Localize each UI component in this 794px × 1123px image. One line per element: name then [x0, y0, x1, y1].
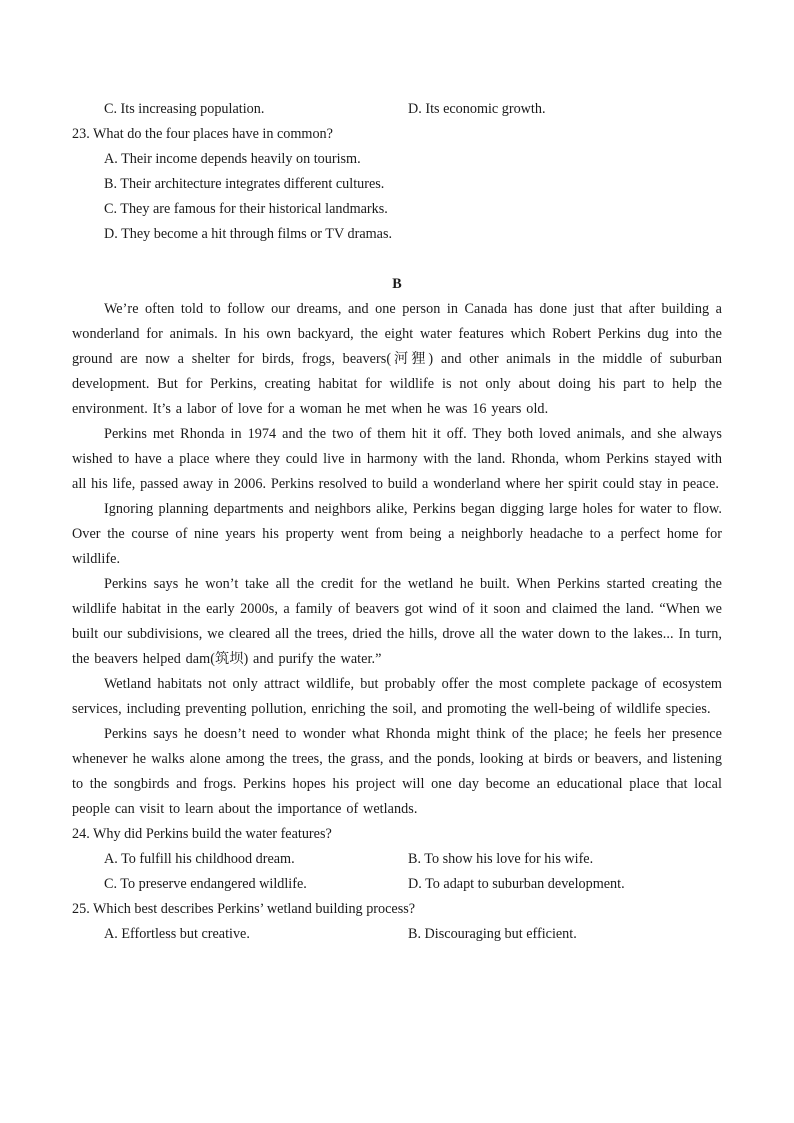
q24-options-cd — [72, 872, 722, 897]
q24-question: 24. Why did Perkins build the water features? — [72, 826, 332, 842]
q24-option-b: B. To show his love for his wife. — [408, 851, 594, 867]
passage-paragraph-1: We’re often told to follow our dreams, and one person in Canada has done just that after building a wonderland for animals. In his own backyard, the eight water features which Robert Perkins dug into the ground are now a shelter for birds, frogs, beavers(河狸) and other animals in the middle of suburban development. But for Perkins, creating habitat for wildlife is not only about doing his part to help the environment. It’s a labor of love for a woman he met when he was 16 years old. — [72, 301, 722, 417]
page-content — [72, 97, 722, 947]
q22-option-d: D. Its economic growth. — [408, 101, 546, 117]
passage-paragraph-6: Perkins says he doesn’t need to wonder what Rhonda might think of the place; he feels her presence whenever he walks alone among the trees, the grass, and the ponds, looking at birds or beavers, and listening to the songbirds and frogs. Perkins hopes his project will one day become an educational place that local people can visit to learn about the importance of wetlands. — [72, 726, 722, 817]
section-b-title: B — [392, 276, 402, 292]
passage-paragraph-4: Perkins says he won’t take all the credit for the wetland he built. When Perkins started creating the wildlife habitat in the early 2000s, a family of beavers got wind of it soon and claimed the land. “When we built our subdivisions, we cleared all the trees, dried the hills, drove all the water down to the lakes... In turn, the beavers helped dam(筑坝) and purify the water.” — [72, 576, 722, 667]
q24-option-a: A. To fulfill his childhood dream. — [104, 851, 295, 867]
q23-option-c: C. They are famous for their historical landmarks. — [104, 201, 388, 217]
q25-option-a: A. Effortless but creative. — [104, 926, 250, 942]
q23-option-a: A. Their income depends heavily on tourism. — [104, 151, 361, 167]
passage-paragraph-5: Wetland habitats not only attract wildlife, but probably offer the most complete package of ecosystem services, including preventing pollution, enriching the soil, and promoting the well-being of wildlife species. — [72, 676, 722, 717]
q22-option-c: C. Its increasing population. — [104, 101, 265, 117]
q25-options-ab — [72, 922, 722, 947]
q23-option-b: B. Their architecture integrates different cultures. — [104, 176, 385, 192]
q23-option-d: D. They become a hit through films or TV dramas. — [104, 226, 393, 242]
q22-options-cd — [72, 97, 722, 122]
q25-question: 25. Which best describes Perkins’ wetland building process? — [72, 901, 416, 917]
q23-question: 23. What do the four places have in common? — [72, 126, 333, 142]
q24-option-c: C. To preserve endangered wildlife. — [104, 876, 307, 892]
passage-paragraph-2: Perkins met Rhonda in 1974 and the two of them hit it off. They both loved animals, and she always wished to have a place where they could live in harmony with the land. Rhonda, whom Perkins stayed with all his life, passed away in 2006. Perkins resolved to build a wonderland where her spirit could stay in peace. — [72, 426, 722, 492]
q25-option-b: B. Discouraging but efficient. — [408, 926, 577, 942]
passage-paragraph-3: Ignoring planning departments and neighbors alike, Perkins began digging large holes for water to flow. Over the course of nine years his property went from being a neighborly headache to a perfect home for wildlife. — [72, 501, 722, 567]
q24-option-d: D. To adapt to suburban development. — [408, 876, 625, 892]
q24-options-ab — [72, 847, 722, 872]
